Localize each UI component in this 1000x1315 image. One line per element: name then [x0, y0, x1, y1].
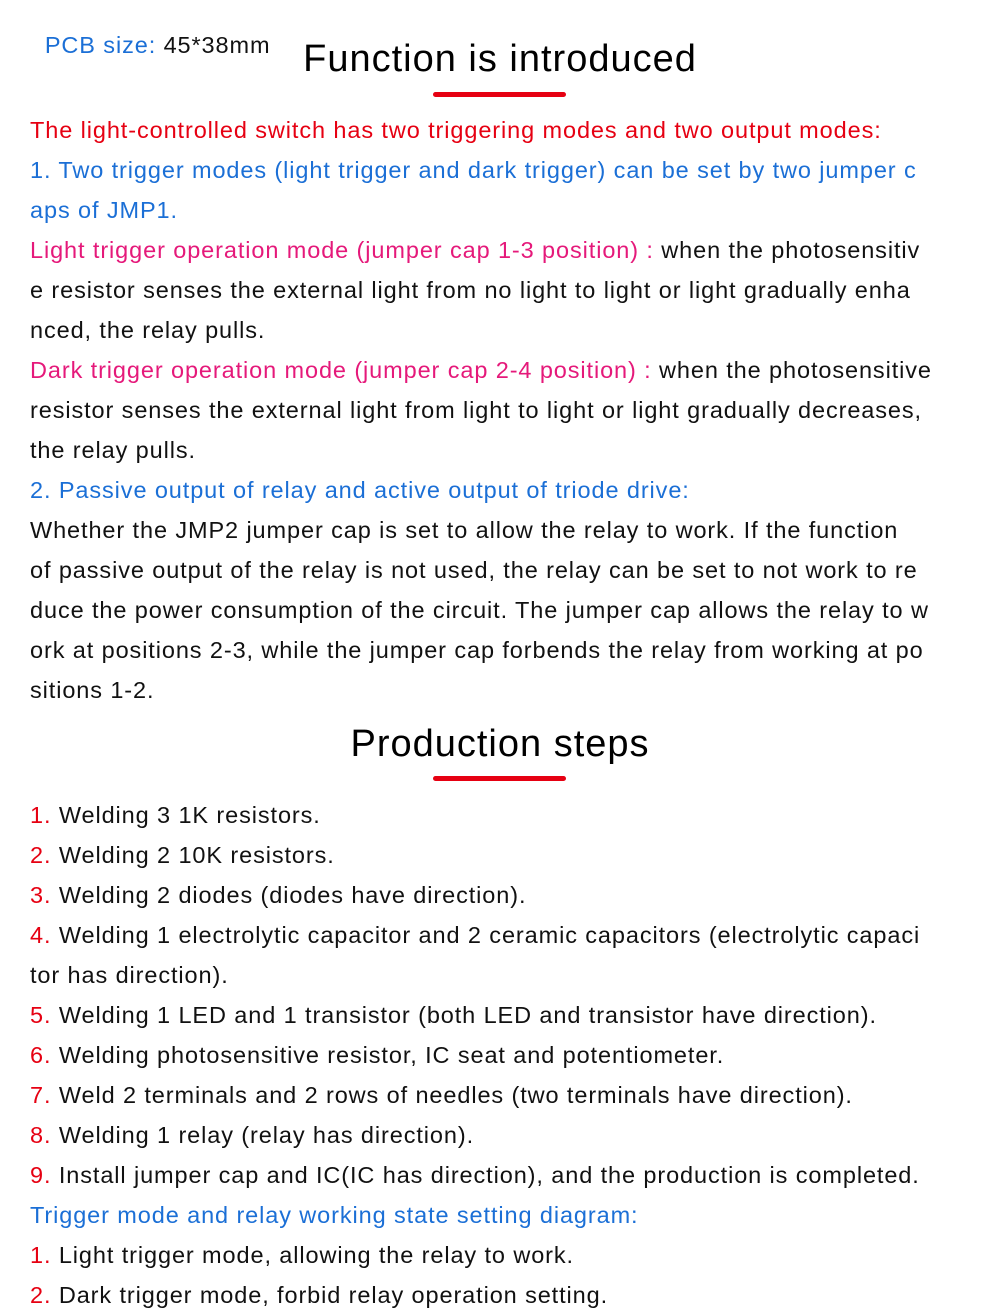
text-segment: 2. Passive output of relay and active output of triode drive: [30, 477, 690, 503]
text-segment: Weld 2 terminals and 2 rows of needles (two terminals have direction). [51, 1082, 853, 1108]
text-segment: resistor senses the external light from light to light or light gradually decreases, [30, 397, 922, 423]
text-line [30, 390, 922, 430]
text-line [30, 1035, 724, 1075]
text-segment: Dark trigger mode, forbid relay operation setting. [51, 1282, 609, 1308]
text-segment: Light trigger mode, allowing the relay to work. [51, 1242, 574, 1268]
pcb-size-line [30, 0, 271, 58]
text-segment: Trigger mode and relay working state setting diagram: [30, 1202, 639, 1228]
text-segment: 6. [30, 1042, 52, 1068]
text-segment: Welding 2 diodes (diodes have direction). [51, 882, 527, 908]
text-segment: Welding 1 LED and 1 transistor (both LED and transistor have direction). [51, 1002, 877, 1028]
text-segment: the relay pulls. [30, 437, 196, 463]
text-segment: 1. [30, 1242, 52, 1268]
text-line [30, 1195, 639, 1235]
text-segment: Welding 2 10K resistors. [51, 842, 335, 868]
text-line [30, 470, 690, 510]
text-line [30, 875, 526, 915]
text-segment: e resistor senses the external light from no light to light or light gradually enha [30, 277, 911, 303]
title-underline [433, 776, 566, 781]
text-segment: Light trigger operation mode (jumper cap 1-3 position) : [30, 237, 662, 263]
text-line [30, 590, 929, 630]
text-segment: 1. [30, 802, 52, 828]
text-segment: of passive output of the relay is not used, the relay can be set to not work to re [30, 557, 918, 583]
text-line [30, 230, 920, 270]
text-segment: 2. [30, 842, 52, 868]
text-line [30, 110, 882, 150]
text-segment: when the photosensitive [659, 357, 932, 383]
text-line [30, 955, 229, 995]
text-line [30, 835, 335, 875]
text-segment: sitions 1-2. [30, 677, 155, 703]
text-segment: Welding photosensitive resistor, IC seat and potentiometer. [51, 1042, 725, 1068]
text-line [30, 670, 154, 710]
text-line [30, 1155, 920, 1195]
text-segment: 4. [30, 922, 52, 948]
text-line [30, 310, 265, 350]
text-segment: 9. [30, 1162, 52, 1188]
text-segment: ork at positions 2-3, while the jumper cap forbends the relay from working at po [30, 637, 924, 663]
text-line [30, 995, 877, 1035]
section-title-production: Production steps [350, 723, 650, 765]
title-underline [433, 92, 566, 97]
text-segment: Whether the JMP2 jumper cap is set to allow the relay to work. If the function [30, 517, 899, 543]
text-line [30, 270, 911, 310]
text-line [30, 1075, 853, 1115]
text-line [30, 510, 898, 550]
text-segment: 7. [30, 1082, 52, 1108]
text-segment: 3. [30, 882, 52, 908]
text-segment: Welding 1 electrolytic capacitor and 2 ceramic capacitors (electrolytic capaci [51, 922, 921, 948]
text-segment: 1. Two trigger modes (light trigger and dark trigger) can be set by two jumper c [30, 157, 917, 183]
text-segment: 8. [30, 1122, 52, 1148]
text-segment: tor has direction). [30, 962, 229, 988]
text-line [30, 1235, 574, 1275]
pcb-size-value: 45*38mm [156, 32, 271, 58]
text-segment: 5. [30, 1002, 52, 1028]
section-title-function: Function is introduced [303, 38, 697, 80]
text-segment: 2. [30, 1282, 52, 1308]
text-line [30, 915, 920, 955]
text-segment: when the photosensitiv [661, 237, 921, 263]
text-segment: Welding 3 1K resistors. [51, 802, 321, 828]
text-segment: Install jumper cap and IC(IC has direction), and the production is completed. [51, 1162, 920, 1188]
text-segment: Dark trigger operation mode (jumper cap 2-4 position) : [30, 357, 660, 383]
pcb-size-label: PCB size: [44, 32, 157, 58]
text-segment: Welding 1 relay (relay has direction). [51, 1122, 474, 1148]
text-line [30, 1275, 608, 1315]
text-line [30, 430, 196, 470]
text-line [30, 630, 924, 670]
text-line [30, 550, 918, 590]
text-line [30, 150, 917, 190]
text-line [30, 795, 321, 835]
text-segment: The light-controlled switch has two triggering modes and two output modes: [30, 117, 882, 143]
text-line [30, 350, 932, 390]
text-line [30, 1115, 474, 1155]
text-segment: nced, the relay pulls. [30, 317, 266, 343]
text-segment: aps of JMP1. [30, 197, 178, 223]
text-line [30, 190, 178, 230]
text-segment: duce the power consumption of the circuit. The jumper cap allows the relay to w [30, 597, 929, 623]
